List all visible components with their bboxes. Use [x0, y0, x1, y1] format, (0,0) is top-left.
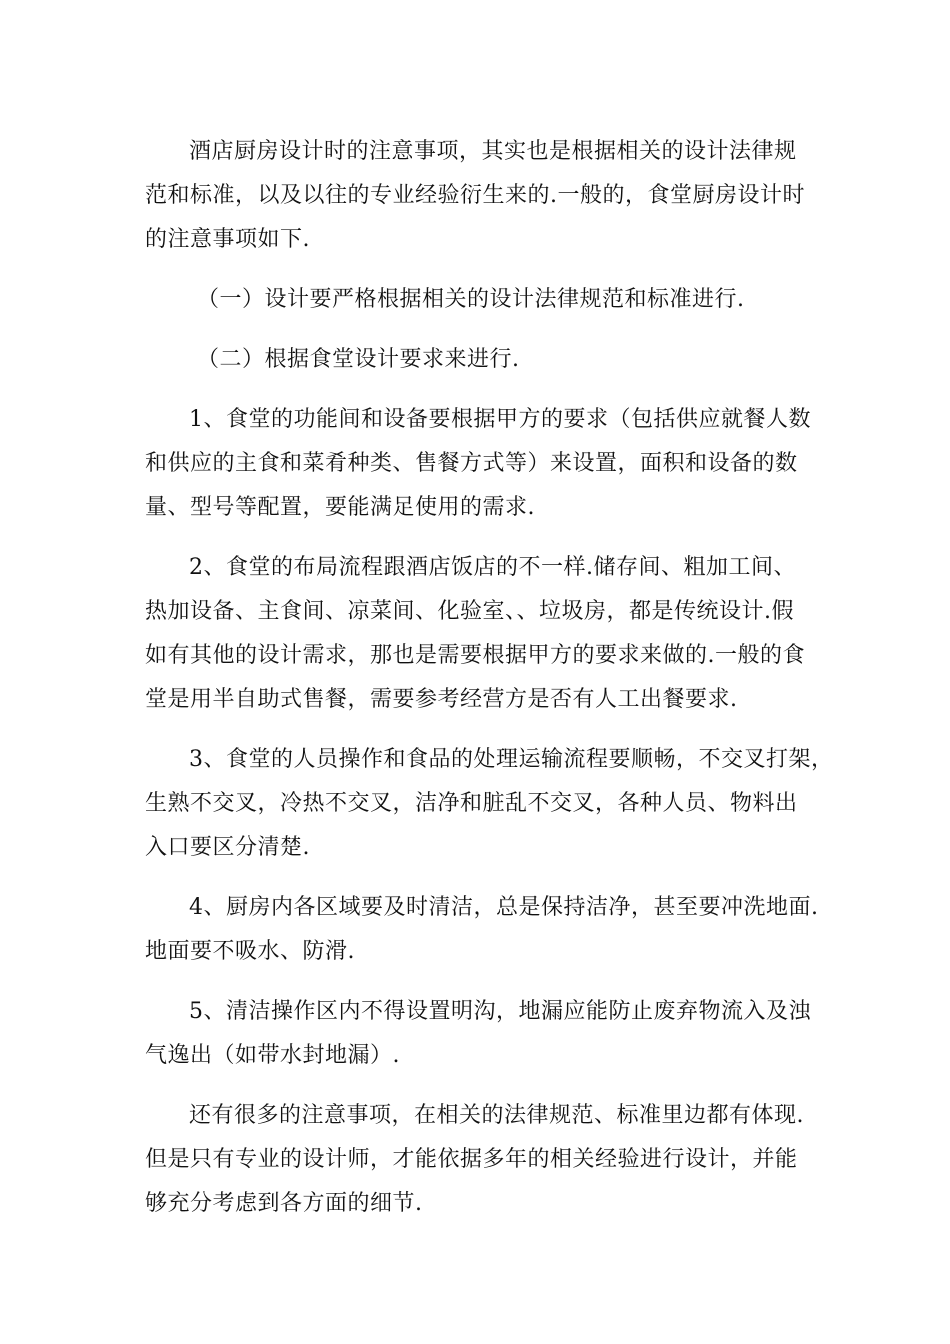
text-line: （一）设计要严格根据相关的设计法律规范和标准进行.: [197, 287, 745, 312]
text-line: 2、食堂的布局流程跟酒店饭店的不一样.储存间、粗加工间、: [189, 555, 796, 580]
document-body: [145, 130, 834, 1226]
text-line: 但是只有专业的设计师，才能依据多年的相关经验进行设计，并能: [145, 1147, 798, 1172]
text-line: （二）根据食堂设计要求来进行.: [197, 347, 520, 372]
text-line: 入口要区分清楚.: [145, 835, 310, 860]
paragraph-intro: [145, 130, 820, 262]
paragraph-conclusion: [145, 1094, 820, 1226]
paragraph-section-2: [145, 338, 820, 382]
text-line: 1、食堂的功能间和设备要根据甲方的要求（包括供应就餐人数: [189, 407, 811, 432]
paragraph-item-1: [145, 398, 820, 530]
text-line: 热加设备、主食间、凉菜间、化验室、、垃圾房，都是传统设计.假: [145, 599, 794, 624]
paragraph-item-3: [145, 738, 834, 870]
text-line: 3、食堂的人员操作和食品的处理运输流程要顺畅，不交叉打架，: [189, 747, 834, 772]
text-line: 还有很多的注意事项，在相关的法律规范、标准里边都有体现.: [189, 1103, 804, 1128]
text-line: 的注意事项如下.: [145, 227, 310, 252]
text-line: 和供应的主食和菜肴种类、售餐方式等）来设置，面积和设备的数: [145, 451, 798, 476]
paragraph-item-5: [145, 990, 820, 1078]
text-line: 生熟不交叉，冷热不交叉，洁净和脏乱不交叉，各种人员、物料出: [145, 791, 798, 816]
text-line: 酒店厨房设计时的注意事项，其实也是根据相关的设计法律规: [189, 139, 797, 164]
text-line: 量、型号等配置，要能满足使用的需求.: [145, 495, 535, 520]
text-line: 如有其他的设计需求，那也是需要根据甲方的要求来做的.一般的食: [145, 643, 805, 668]
text-line: 够充分考虑到各方面的细节.: [145, 1191, 423, 1216]
paragraph-item-4: [145, 886, 820, 974]
text-line: 堂是用半自助式售餐，需要参考经营方是否有人工出餐要求.: [145, 687, 738, 712]
text-line: 范和标准，以及以往的专业经验衍生来的.一般的，食堂厨房设计时: [145, 183, 805, 208]
text-line: 4、厨房内各区域要及时清洁，总是保持洁净，甚至要冲洗地面.: [189, 895, 819, 920]
paragraph-item-2: [145, 546, 820, 722]
text-line: 5、清洁操作区内不得设置明沟，地漏应能防止废弃物流入及浊: [189, 999, 811, 1024]
text-line: 气逸出（如带水封地漏）.: [145, 1043, 400, 1068]
text-line: 地面要不吸水、防滑.: [145, 939, 355, 964]
paragraph-section-1: [145, 278, 820, 322]
